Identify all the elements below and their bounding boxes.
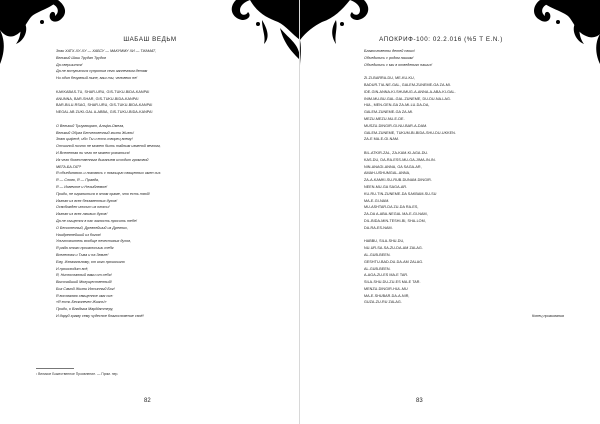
text-line: KU-RU-TIN-ZUNEME-DA SAKBAM-SU-SU	[364, 191, 437, 196]
text-line: «Я есть Бесконечен Жизнь!»	[56, 300, 107, 305]
text-line: Да не сыщется в нас жалость просить тебе!	[56, 218, 138, 223]
text-line: ZA-DA A-ABA-NEGAL MA-E-GI-NAM,	[364, 212, 428, 217]
text-line: SILA-SHU-DU-ZU-ES MA-E TAR.	[364, 280, 421, 285]
text-line: Изгнан из всех лживых духов!	[56, 212, 108, 217]
text-line: GALEM-ZUNEME, TUKUM-BI-BIDA-SHU-DU-UKKEN.	[364, 130, 456, 135]
text-line: Великий Шаш Трудан Трудов	[56, 55, 106, 60]
stanza-gap	[364, 232, 564, 239]
text-line: AMAH-USHUMGAL-ANNA,	[364, 171, 411, 176]
stanza-gap	[56, 82, 256, 89]
text-line: И даруй храму сему чудесное благословение своё!	[56, 314, 144, 319]
stanza-gap	[56, 116, 256, 123]
text-line: Отчизной ничто не может быть тайным изменой вечным,	[56, 144, 161, 149]
text-line: Из чего божественным дыханием исходит громовой	[56, 157, 149, 162]
text-line: Ни один безумный ныне, ваш ты, человеко не!	[56, 76, 138, 81]
text-line: NU-UR-SA-SA-ZU-DA-AM ZALAG.	[364, 246, 423, 251]
right-body-text	[364, 48, 564, 320]
text-line: INIM-MU-BU-GAL-GAL-ZUNEME, DU-DU-NA-LAG.	[364, 96, 452, 101]
text-line: Объединись с родом нашим!	[364, 55, 414, 60]
text-line: ZA-E MA-E-GI-NAM.	[364, 137, 400, 142]
text-line: Ему, Изначальному, от кого произошло	[56, 259, 125, 264]
text-line: ZI-ZI-BARRA-DU, ME-KU-KU,	[364, 76, 415, 81]
text-line: HUL, MEN-GEN-GA ZA-MI-LU-DA-DA,	[364, 103, 430, 108]
text-line: BIL-ATKIR-ZAL, ZA-KAM-KI-AGA-DU.	[364, 150, 429, 155]
text-line: GUZA-ZU-RU ZALAG.	[364, 300, 402, 305]
text-line: Я восхваляю священное имя сие:	[56, 293, 114, 298]
text-line: ANUNNA, BAR-SHAR, GIS-TUKU-BIDA-KANPA!	[56, 96, 139, 101]
text-line: Я — Слово, Я — Правда,	[56, 178, 99, 183]
text-line: Высочайший Молущественный!	[56, 280, 112, 285]
text-line: MENZU-DINGIR-HUL-MU	[364, 286, 408, 291]
text-line: Вселенная и Тьма и на Земле!	[56, 252, 109, 257]
left-body-text	[56, 48, 256, 320]
text-line: MUSZU-DINGIR-GI-NU-BAR-A-DAM.	[364, 123, 428, 128]
text-line: Изгнан из всех беззаветных духов!	[56, 198, 118, 203]
text-line: Я рада этого произносишь тебя	[56, 246, 114, 251]
text-line: Бог Самой Жизни Истинный Бог!	[56, 286, 115, 291]
running-head-left: ШАБАШ ВЕДЬМ	[123, 36, 177, 43]
page-number-left: 82	[144, 398, 151, 404]
text-line: Я объединяюсь и познаюсь с помощью священных имен сих.	[56, 171, 162, 176]
right-page	[300, 0, 600, 424]
footnote: ¹ Великое Божественное Проявление. — Прим. пер.	[36, 372, 119, 376]
text-line: MA-E-SHUBAR-DA-A-NIR,	[364, 293, 410, 298]
text-line: И Вселенная ни чего не может рожаться!	[56, 150, 130, 155]
text-line: NIN-ANAGI-ANNA, GA SAGA-AR,	[364, 164, 422, 169]
text-line: О Великий Триумвират, Альфа-Омега,	[56, 123, 125, 128]
page-number-right: 83	[416, 398, 423, 404]
text-line: Приди, не ограниться в этом храме, что есть твой!	[56, 191, 150, 196]
text-line: Благословенны детей своих!	[364, 49, 415, 53]
text-line: HABBU, SILA-SHU-DU,	[364, 239, 405, 244]
text-line: Знаю цифесё, ибо Ты и есть творец всему!	[56, 137, 133, 142]
running-head-right: АПОКРИФ-100: 02.2.016 (%5 T E.N.)	[379, 36, 503, 43]
text-line: Объединись с мы в отведениях наших!	[364, 62, 433, 67]
text-line: Освобожден иносит из плоти!	[56, 205, 110, 210]
text-line: NEGAL AB ZUKI-GAL A-ABBA, GIS-TUKU-BIDA-KANPA!	[56, 110, 153, 115]
text-line: KAKKABAS-TU, SHAR-URU, GIS-TUKU-BIDA-KANPA!	[56, 89, 150, 94]
text-line: Конец призывания	[532, 314, 564, 319]
text-line: ZA-A-KAMKI-SU-RUB-DUNAM-DINGIR.	[364, 178, 432, 183]
text-line: Да свершится!	[56, 62, 83, 67]
stanza-gap	[364, 68, 564, 75]
text-line: IDE-GIN-ANNA-KI-SHUMUG-A-ANNA-A-ABA-KI-GAL.	[364, 89, 456, 94]
text-line: О Бесконечный, Древнейший из Древних,	[56, 225, 128, 230]
text-line: Великий Образ Бесчеловечный жизни Жизнь!	[56, 130, 135, 135]
text-line: МЕГА-БА-ГАТ!¹	[56, 164, 82, 169]
text-line: Я — Извечное и Незыблемое!	[56, 184, 108, 189]
text-line: MEZU-MEZU-NU-E-DE.	[364, 116, 405, 121]
text-line: KAS-DU, DA-RA-ESS-MU-GA-JIMA-IN-IN.	[364, 157, 436, 162]
text-line: DIL-BIDA-MIN-TESHI-BI, SHA-LOM,	[364, 218, 426, 223]
text-line: AL-GUB-BEEN.	[364, 252, 391, 257]
text-line: BADUR-TIA-NE-GAL, GALEM-ZUNEME-GA ZA-MI.	[364, 82, 452, 87]
text-line: И происходит всё,	[56, 266, 89, 271]
stanza-gap	[364, 306, 564, 313]
text-line: Да не вступиться супротив сего заплечным детям	[56, 69, 148, 74]
text-line: AL-GUB-BEEN.	[364, 266, 391, 271]
text-line: Я, Ниспосланный вами от себя!	[56, 273, 112, 278]
text-line: A-AGA-ZU-ES MA-E TAR.	[364, 273, 409, 278]
text-line: GESHTU-BAD-DU-DA-AM ZALAG.	[364, 259, 424, 264]
text-line: DA-RA-ES-NAM.	[364, 225, 393, 230]
text-line: NEEN-MU-GA SAGA-AR.	[364, 184, 408, 189]
stanza-gap	[364, 143, 564, 150]
text-line: GALEM-ZUNEME-GA ZA-MI.	[364, 110, 414, 115]
footnote-rule	[36, 368, 74, 369]
text-line: Знак ХАТХ-ХУ-ХУ — ХАБСУ — МАКУММУ ХИ — ТИАМАТ,	[56, 49, 156, 53]
text-line: Наидревнейший из богов!	[56, 232, 101, 237]
text-line: BAR-BILU-RSAG, SHAR-URU, GIS-TUKU-BIDA-KANPA!	[56, 103, 153, 108]
text-line: MA-E-GI-NAM.	[364, 198, 390, 203]
text-line: MU-ASHTAR-DA ZU-DA RA-ES,	[364, 205, 419, 210]
text-line: Приди, о Владыка МарМаттеру,	[56, 307, 114, 312]
text-line: Уничтожитель вообще нечестивых духов,	[56, 239, 132, 244]
